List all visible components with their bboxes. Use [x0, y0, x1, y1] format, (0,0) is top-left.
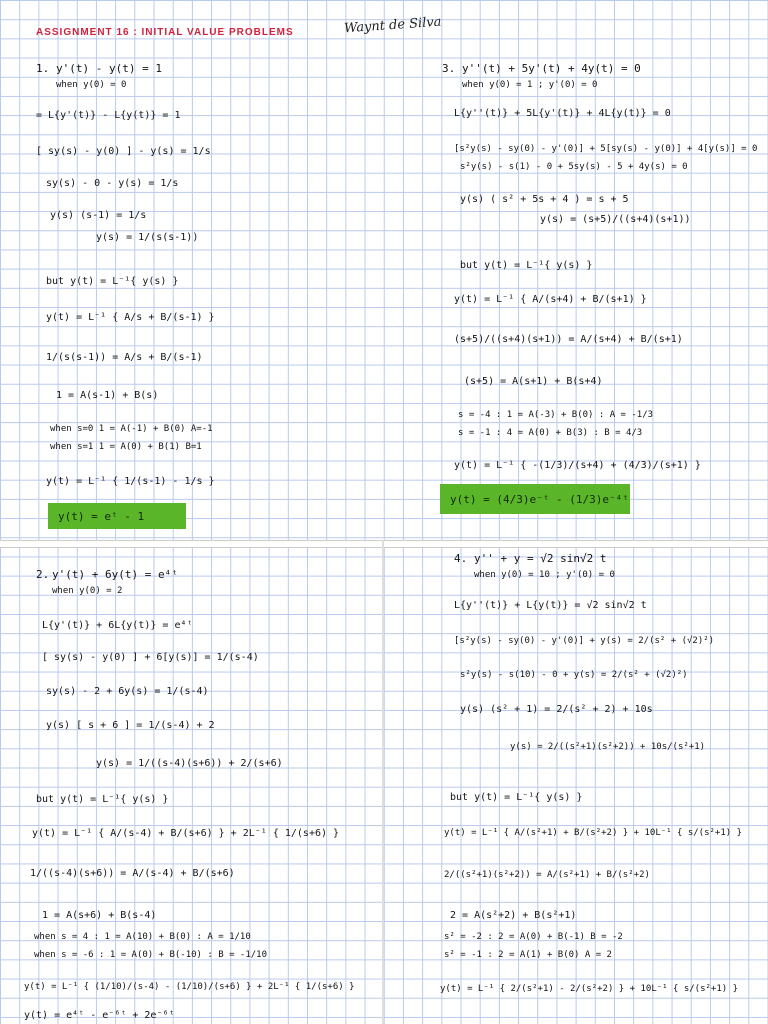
- problem-4-condition: when y(0) = 10 ; y'(0) = 0: [474, 570, 615, 580]
- problem-1-step: y(t) = L⁻¹ { A/s + B/(s-1) }: [46, 312, 215, 323]
- problem-1-step: but y(t) = L⁻¹{ y(s) }: [46, 276, 179, 287]
- problem-2-step: y(t) = L⁻¹ { A/(s-4) + B/(s+6) } + 2L⁻¹ { 1/(s+6) }: [32, 828, 340, 839]
- problem-4-step: s²y(s) - s(10) - 0 + y(s) = 2/(s² + (√2)²): [460, 670, 688, 680]
- problem-1-answer: y(t) = eᵗ - 1: [48, 503, 186, 529]
- problem-1-step: = L{y'(t)} - L{y(t)} = 1: [36, 110, 181, 121]
- problem-3-equation: y''(t) + 5y'(t) + 4y(t) = 0: [462, 62, 641, 75]
- problem-3-step: s = -1 : 4 = A(0) + B(3) : B = 4/3: [458, 428, 643, 438]
- problem-3-step: but y(t) = L⁻¹{ y(s) }: [460, 260, 593, 271]
- problem-4-step: y(s) (s² + 1) = 2/(s² + 2) + 10s: [460, 704, 653, 715]
- problem-1-equation: y'(t) - y(t) = 1: [56, 62, 162, 75]
- problem-3-step: y(s) = (s+5)/((s+4)(s+1)): [540, 214, 691, 225]
- problem-3-step: s²y(s) - s(1) - 0 + 5sy(s) - 5 + 4y(s) = 0: [460, 162, 688, 172]
- problem-2-step: [ sy(s) - y(0) ] + 6[y(s)] = 1/(s-4): [42, 652, 259, 663]
- problem-3-answer: y(t) = (4/3)e⁻ᵗ - (1/3)e⁻⁴ᵗ: [440, 484, 630, 514]
- problem-2-step: y(t) = L⁻¹ { (1/10)/(s-4) - (1/10)/(s+6) } + 2L⁻¹ { 1/(s+6) }: [24, 982, 355, 992]
- problem-4-step: y(t) = L⁻¹ { A/(s²+1) + B/(s²+2) } + 10L⁻¹ { s/(s²+1) }: [444, 828, 743, 838]
- problem-3-number: 3.: [442, 62, 456, 75]
- problem-2-step: 1 = A(s+6) + B(s-4): [42, 910, 157, 921]
- problem-3-step: [s²y(s) - sy(0) - y'(0)] + 5[sy(s) - y(0)] + 4[y(s)] = 0: [454, 144, 758, 154]
- problem-1-step: [ sy(s) - y(0) ] - y(s) = 1/s: [36, 146, 211, 157]
- problem-2-step: sy(s) - 2 + 6y(s) = 1/(s-4): [46, 686, 209, 697]
- problem-3-step: y(t) = L⁻¹ { A/(s+4) + B/(s+1) }: [454, 294, 647, 305]
- student-signature: Waynt de Silva: [343, 14, 442, 37]
- problem-3-step: s = -4 : 1 = A(-3) + B(0) : A = -1/3: [458, 410, 654, 420]
- problem-2-step: 1/((s-4)(s+6)) = A/(s-4) + B/(s+6): [30, 868, 235, 879]
- problem-2-condition: when y(0) = 2: [52, 586, 123, 596]
- problem-4-number: 4.: [454, 552, 468, 565]
- problem-3-step: L{y''(t)} + 5L{y'(t)} + 4L{y(t)} = 0: [454, 108, 671, 119]
- problem-1-number: 1.: [36, 62, 50, 75]
- problem-3-step: (s+5)/((s+4)(s+1)) = A/(s+4) + B/(s+1): [454, 334, 683, 345]
- problem-1-step: 1/(s(s-1)) = A/s + B/(s-1): [46, 352, 203, 363]
- problem-4-step: s² = -1 : 2 = A(1) + B(0) A = 2: [444, 950, 612, 960]
- problem-1-step: when s=1 1 = A(0) + B(1) B=1: [50, 442, 202, 452]
- problem-1-step: 1 = A(s-1) + B(s): [56, 390, 159, 401]
- problem-1-step: y(s) (s-1) = 1/s: [50, 210, 147, 221]
- problem-1-panel: [0, 0, 384, 540]
- problem-2-step: y(s) [ s + 6 ] = 1/(s-4) + 2: [46, 720, 215, 731]
- problem-4-step: [s²y(s) - sy(0) - y'(0)] + y(s) = 2/(s² + (√2)²): [454, 636, 715, 646]
- problem-4-step: y(t) = L⁻¹ { 2/(s²+1) - 2/(s²+2) } + 10L⁻¹ { s/(s²+1) }: [440, 984, 739, 994]
- problem-2-equation: y'(t) + 6y(t) = e⁴ᵗ: [52, 568, 178, 581]
- problem-1-step: sy(s) - 0 - y(s) = 1/s: [46, 178, 179, 189]
- problem-4-equation: y'' + y = √2 sin√2 t: [474, 552, 607, 565]
- problem-2-number: 2.: [36, 568, 50, 581]
- problem-3-panel: [384, 0, 768, 540]
- problem-3-step: (s+5) = A(s+1) + B(s+4): [464, 376, 603, 387]
- problem-1-condition: when y(0) = 0: [56, 80, 127, 90]
- problem-1-step: y(s) = 1/(s(s-1)): [96, 232, 199, 243]
- problem-4-step: L{y''(t)} + L{y(t)} = √2 sin√2 t: [454, 600, 647, 611]
- problem-4-step: 2 = A(s²+2) + B(s²+1): [450, 910, 577, 921]
- problem-2-panel: [0, 546, 384, 1024]
- problem-2-step: L{y'(t)} + 6L{y(t)} = e⁴ᵗ: [42, 620, 193, 631]
- problem-2-step: when s = -6 : 1 = A(0) + B(-10) : B = -1/10: [34, 950, 267, 960]
- assignment-title: ASSIGNMENT 16 : INITIAL VALUE PROBLEMS: [36, 27, 294, 38]
- problem-2-step: but y(t) = L⁻¹{ y(s) }: [36, 794, 169, 805]
- problem-4-step: 2/((s²+1)(s²+2)) = A/(s²+1) + B/(s²+2): [444, 870, 650, 880]
- problem-4-step: y(s) = 2/((s²+1)(s²+2)) + 10s/(s²+1): [510, 742, 706, 752]
- problem-2-step: when s = 4 : 1 = A(10) + B(0) : A = 1/10: [34, 932, 251, 942]
- problem-3-step: y(t) = L⁻¹ { -(1/3)/(s+4) + (4/3)/(s+1) }: [454, 460, 701, 471]
- problem-4-step: but y(t) = L⁻¹{ y(s) }: [450, 792, 583, 803]
- problem-2-step: y(t) = e⁴ᵗ - e⁻⁶ᵗ + 2e⁻⁶ᵗ: [24, 1010, 175, 1021]
- problem-4-panel: [384, 546, 768, 1024]
- problem-1-step: when s=0 1 = A(-1) + B(0) A=-1: [50, 424, 213, 434]
- problem-2-step: y(s) = 1/((s-4)(s+6)) + 2/(s+6): [96, 758, 283, 769]
- problem-3-step: y(s) ( s² + 5s + 4 ) = s + 5: [460, 194, 629, 205]
- problem-4-step: s² = -2 : 2 = A(0) + B(-1) B = -2: [444, 932, 623, 942]
- problem-3-condition: when y(0) = 1 ; y'(0) = 0: [462, 80, 598, 90]
- problem-1-step: y(t) = L⁻¹ { 1/(s-1) - 1/s }: [46, 476, 215, 487]
